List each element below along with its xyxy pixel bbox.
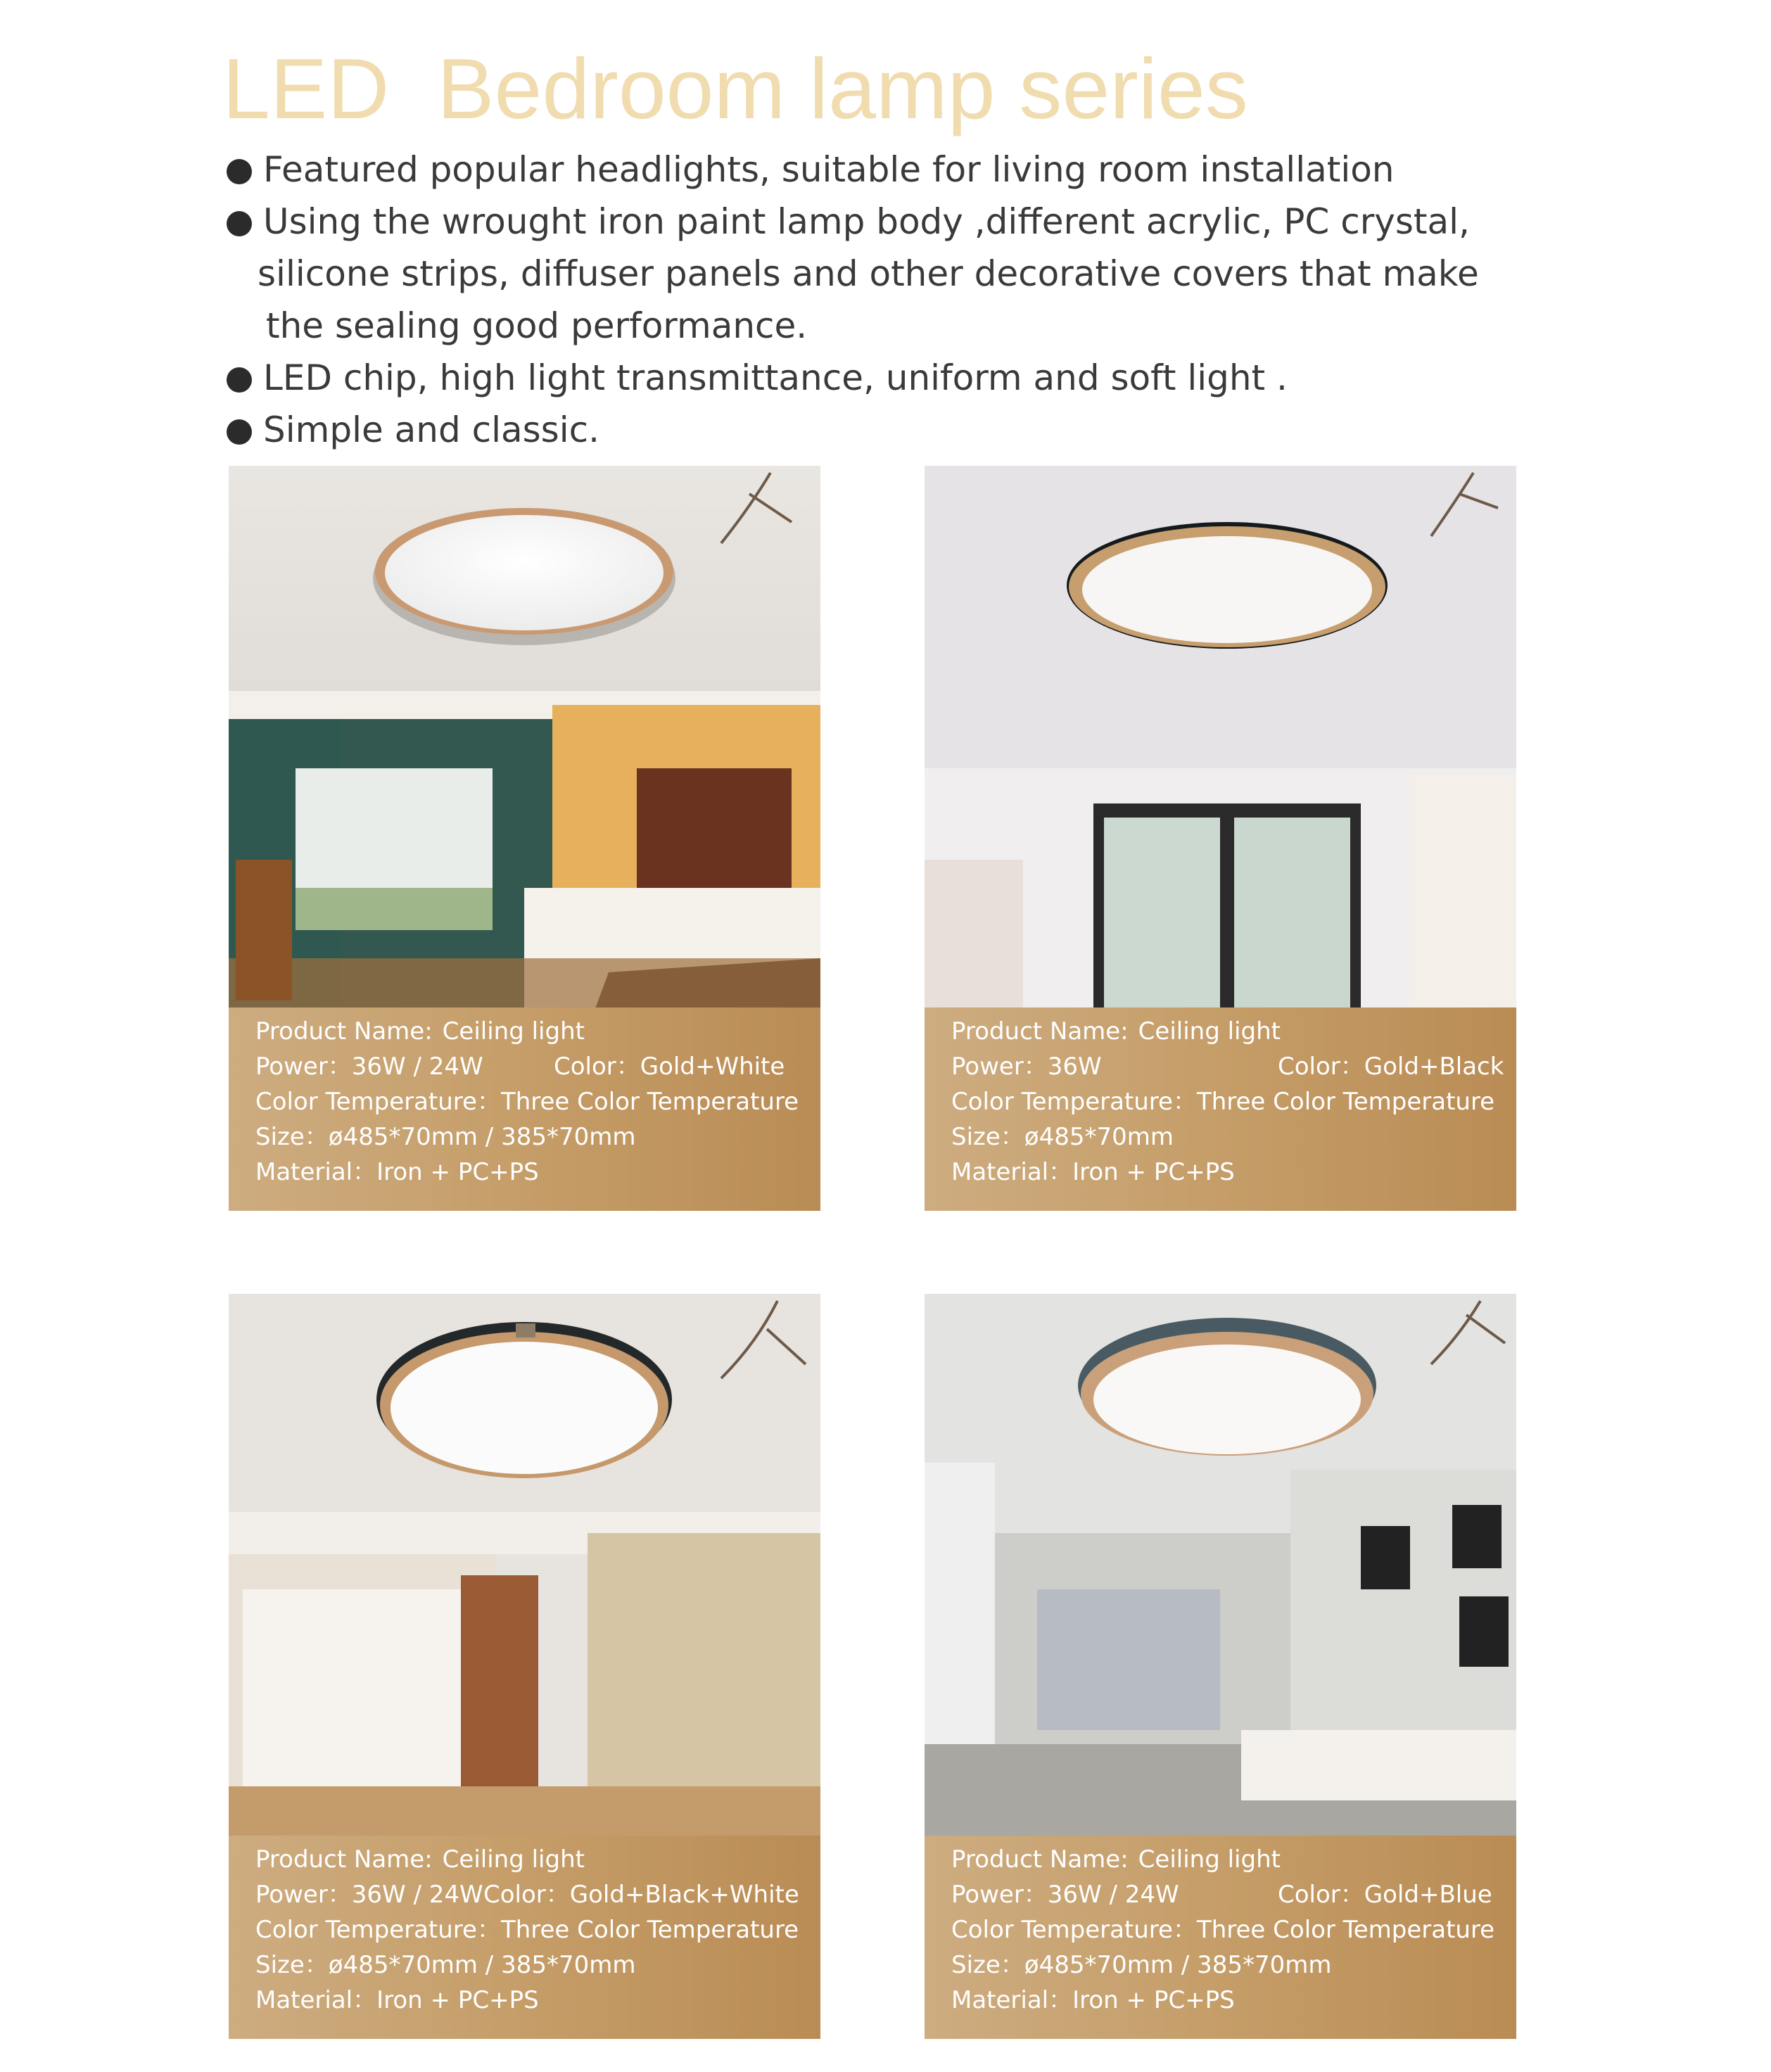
spec-product-name: Product Name: Ceiling light [255,1017,585,1045]
feature-text: Featured popular headlights, suitable for living room installation [263,149,1395,190]
bullet-icon [227,211,252,236]
spec-power: Power：36W / 24W Color：Gold+Black+White [255,1881,799,1909]
product-photo [229,466,820,1010]
product-photo [229,1294,820,1838]
page-title: LED Bedroom lamp series [222,41,1248,136]
spec-color: Color：Gold+Blue [1278,1881,1492,1909]
bullet-icon [227,367,252,393]
bullet-icon [227,419,252,445]
spec-panel [229,1008,820,1211]
product-card [925,466,1516,1211]
spec-color-temperature: Color Temperature：Three Color Temperature [951,1916,1495,1944]
product-card [229,466,820,1211]
product-card [229,1294,820,2039]
feature-item [227,352,1493,404]
spec-color-temperature: Color Temperature：Three Color Temperature [255,1916,799,1944]
product-photo [925,1294,1516,1838]
feature-text: the sealing good performance. [266,305,808,346]
feature-text: Simple and classic. [263,409,599,450]
spec-color: Color：Gold+Black [1278,1053,1504,1081]
spec-product-name: Product Name: Ceiling light [951,1845,1281,1874]
spec-panel [925,1008,1516,1211]
feature-item [227,196,1493,352]
product-card [925,1294,1516,2039]
spec-material: Material：Iron + PC+PS [951,1986,1235,2014]
feature-item [227,144,1493,196]
feature-text: LED chip, high light transmittance, uniform and soft light . [263,357,1288,398]
spec-product-name: Product Name: Ceiling light [951,1017,1281,1045]
spec-panel [925,1836,1516,2039]
feature-text: silicone strips, diffuser panels and other decorative covers that make [258,253,1479,294]
spec-material: Material：Iron + PC+PS [951,1158,1235,1186]
feature-item [227,404,1493,456]
feature-text: Using the wrought iron paint lamp body ,different acrylic, PC crystal, [263,201,1470,242]
spec-power: Power：36W / 24W Color：Gold+Blue [951,1881,1492,1909]
spec-material: Material：Iron + PC+PS [255,1986,539,2014]
spec-color: Color：Gold+Black+White [483,1881,799,1909]
spec-size: Size：ø485*70mm / 385*70mm [255,1123,636,1151]
spec-panel [229,1836,820,2039]
spec-product-name: Product Name: Ceiling light [255,1845,585,1874]
spec-color-temperature: Color Temperature：Three Color Temperature [255,1088,799,1116]
spec-size: Size：ø485*70mm / 385*70mm [951,1951,1332,1979]
product-photo [925,466,1516,1010]
spec-color: Color：Gold+White [554,1053,785,1081]
spec-power: Power：36W / 24W Color：Gold+White [255,1053,785,1081]
spec-power: Power：36W Color：Gold+Black [951,1053,1504,1081]
feature-list [227,144,1493,456]
spec-size: Size：ø485*70mm [951,1123,1174,1151]
bullet-icon [227,159,252,184]
spec-color-temperature: Color Temperature：Three Color Temperature [951,1088,1495,1116]
spec-size: Size：ø485*70mm / 385*70mm [255,1951,636,1979]
spec-material: Material：Iron + PC+PS [255,1158,539,1186]
